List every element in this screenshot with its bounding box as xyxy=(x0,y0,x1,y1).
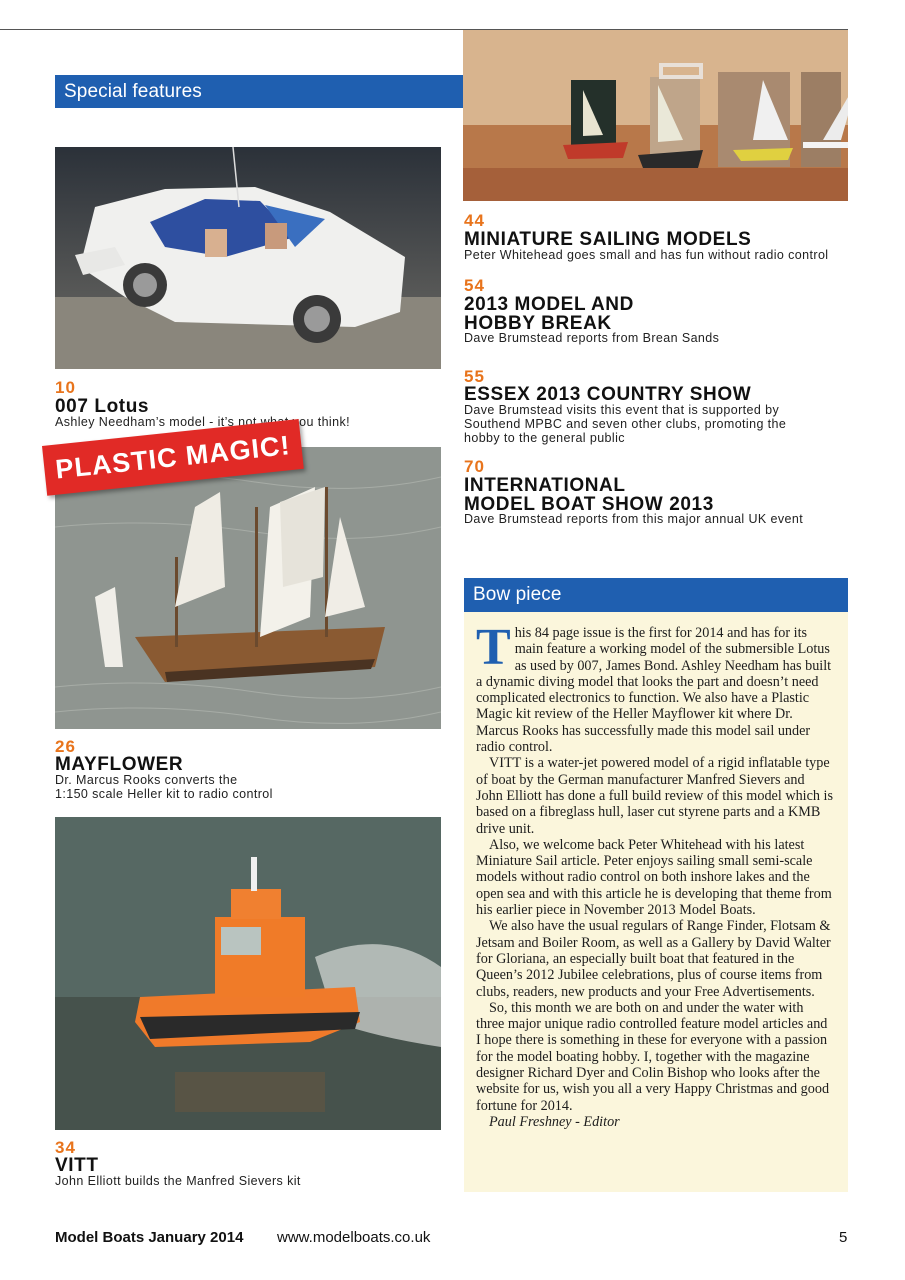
bow-piece-title: Bow piece xyxy=(473,584,562,605)
bow-paragraph-5: So, this month we are both on and under the water with three major unique radio controlled feature model articles and I hope there is something in these for everyone with a passion for the model boating hobby. I, together with the magazine designer Richard Dyer and Colin Bishop who looks after the website for us, wish you all a very Happy Christmas and good fortune for 2014. xyxy=(476,999,830,1114)
page-number: 5 xyxy=(839,1229,848,1246)
bow-paragraph-1-text: his 84 page issue is the first for 2014 and has for its main feature a working model of the submersible Lotus as used by 007, James Bond. Ashley Needham has built a dynamic diving model that looks the part and doesn’t need complicated electronics to function. We also have a Plastic Magic kit review of the Heller Mayflower kit where Dr. Marcus Rooks has successfully made this model sail under radio control. xyxy=(476,625,832,756)
feature-number-70: 70 xyxy=(464,457,485,476)
mayflower-desc-line-1: Dr. Marcus Rooks converts the xyxy=(55,773,238,787)
miniature-sailing-photo xyxy=(463,30,848,201)
footer-magazine-title: Model Boats January 2014 xyxy=(55,1229,244,1246)
feature-title-mayflower[interactable]: MAYFLOWER xyxy=(55,754,184,775)
feature-title-model-boat-show[interactable] xyxy=(464,476,714,514)
feature-desc-miniature-sailing: Peter Whitehead goes small and has fun without radio control xyxy=(464,248,829,262)
bow-paragraph-1 xyxy=(476,619,834,756)
section-banner-label: Special features xyxy=(64,80,202,102)
feature-number-44: 44 xyxy=(464,211,485,230)
feature-number-54: 54 xyxy=(464,276,485,295)
bow-piece-text xyxy=(464,612,848,1130)
feature-desc-essex-show xyxy=(464,403,854,445)
lotus-photo xyxy=(55,147,441,369)
hobby-break-title-line-2: HOBBY BREAK xyxy=(464,313,612,334)
feature-title-vitt[interactable]: VITT xyxy=(55,1155,99,1176)
special-features-banner xyxy=(55,75,463,108)
feature-number-34: 34 xyxy=(55,1138,76,1157)
feature-title-hobby-break[interactable] xyxy=(464,295,634,333)
essex-desc-line-2: Southend MPBC and seven other clubs, promoting the xyxy=(464,417,787,431)
vitt-photo xyxy=(55,817,441,1130)
feature-desc-model-boat-show: Dave Brumstead reports from this major annual UK event xyxy=(464,512,804,526)
plastic-magic-text: PLASTIC MAGIC! xyxy=(53,429,292,485)
feature-title-miniature-sailing[interactable]: MINIATURE SAILING MODELS xyxy=(464,229,752,250)
feature-title-lotus[interactable]: 007 Lotus xyxy=(55,396,150,417)
bow-paragraph-3: Also, we welcome back Peter Whitehead with his latest Miniature Sail article. Peter enjoys sailing small semi-scale models without radio control on both inshore lakes and the open sea and with this article he is developing that theme from his earlier piece in November 2013 Model Boats. xyxy=(476,836,832,919)
bow-piece-box xyxy=(464,612,848,1192)
editor-signature: Paul Freshney - Editor xyxy=(489,1113,620,1130)
mayflower-desc-line-2: 1:150 scale Heller kit to radio control xyxy=(55,787,273,801)
hobby-break-title-line-1: 2013 MODEL AND xyxy=(464,294,634,315)
footer-website-link[interactable]: www.modelboats.co.uk xyxy=(277,1229,431,1246)
feature-number-10: 10 xyxy=(55,378,76,397)
feature-title-essex-show[interactable]: ESSEX 2013 COUNTRY SHOW xyxy=(464,384,752,405)
feature-number-26: 26 xyxy=(55,737,76,756)
feature-desc-lotus: Ashley Needham’s model - it’s not what you think! xyxy=(55,415,350,429)
bow-piece-banner xyxy=(464,578,848,612)
essex-desc-line-3: hobby to the general public xyxy=(464,431,625,445)
feature-desc-mayflower xyxy=(55,773,455,801)
bow-paragraph-2: VITT is a water-jet powered model of a rigid inflatable type of boat by the German manufacturer Manfred Sievers and John Elliott has done a full build review of this model which is based on a fibreglass hull, laser cut styrene parts and a KMB drive unit. xyxy=(476,755,834,837)
essex-desc-line-1: Dave Brumstead visits this event that is supported by xyxy=(464,403,780,417)
boat-show-title-line-2: MODEL BOAT SHOW 2013 xyxy=(464,494,714,515)
feature-desc-vitt: John Elliott builds the Manfred Sievers kit xyxy=(55,1174,301,1188)
feature-number-55: 55 xyxy=(464,367,485,386)
bow-paragraph-4: We also have the usual regulars of Range Finder, Flotsam & Jetsam and Boiler Room, as well as a Gallery by David Walter for Gloriana, an especially built boat that featured in the Queen’s 2012 Jubilee celebrations, plus of course items from clubs, readers, new products and your Free Advertisements. xyxy=(476,918,831,1000)
mayflower-photo xyxy=(55,447,441,729)
feature-desc-hobby-break: Dave Brumstead reports from Brean Sands xyxy=(464,331,720,345)
boat-show-title-line-1: INTERNATIONAL xyxy=(464,475,626,496)
dropcap-letter: T xyxy=(476,619,511,676)
